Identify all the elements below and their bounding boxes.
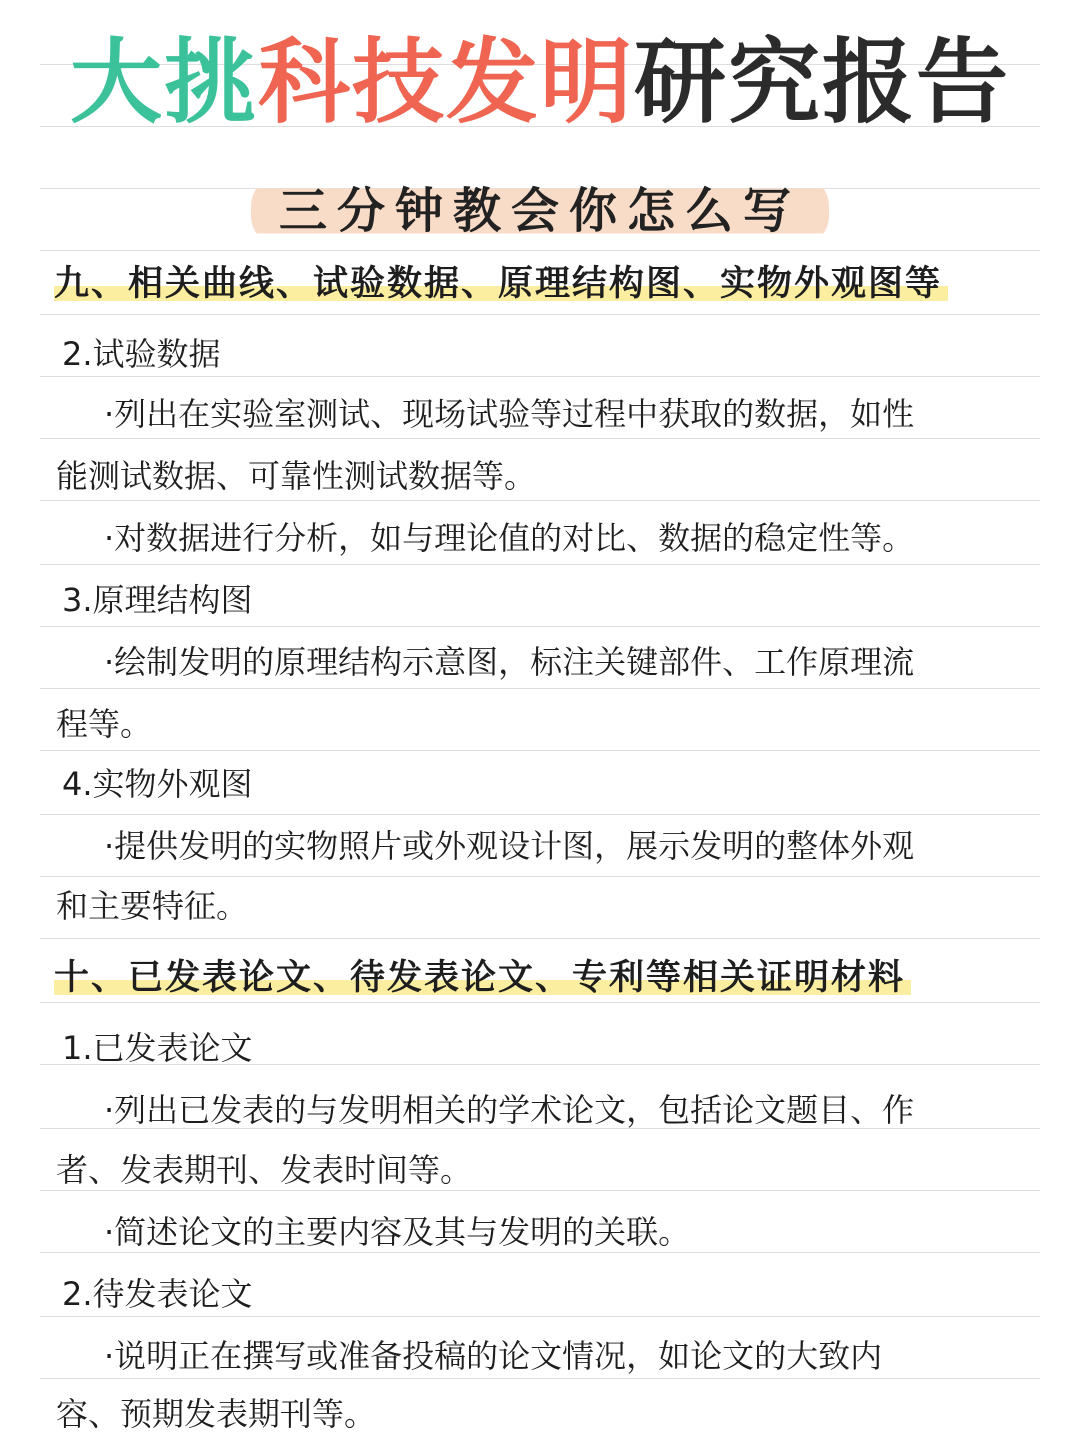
ruled-line	[40, 938, 1040, 939]
ruled-line	[40, 314, 1040, 315]
bullet-continuation: 者、发表期刊、发表时间等。	[56, 1151, 473, 1189]
subsection-title: 2.试验数据	[62, 335, 221, 373]
subtitle	[0, 176, 1080, 246]
ruled-line	[40, 250, 1040, 251]
bullet-continuation: 容、预期发表期刊等。	[56, 1395, 377, 1433]
section-heading-9	[54, 264, 1032, 304]
bullet-continuation: 能测试数据、可靠性测试数据等。	[56, 457, 537, 495]
subsection-title: 3.原理结构图	[62, 581, 253, 619]
subsection-title: 4.实物外观图	[62, 765, 253, 803]
subsection-title: 2.待发表论文	[62, 1275, 253, 1313]
bullet-line: ·简述论文的主要内容及其与发明的关联。	[104, 1213, 691, 1251]
ruled-line	[40, 438, 1040, 439]
subtitle-text: 三分钟教会你怎么写	[251, 176, 829, 246]
ruled-line	[40, 376, 1040, 377]
ruled-line	[40, 814, 1040, 815]
ruled-line	[40, 1002, 1040, 1003]
ruled-line	[40, 750, 1040, 751]
bullet-continuation: 和主要特征。	[56, 887, 249, 925]
bullet-line: ·绘制发明的原理结构示意图，标注关键部件、工作原理流	[104, 643, 915, 681]
ruled-line	[40, 688, 1040, 689]
bullet-line: ·提供发明的实物照片或外观设计图，展示发明的整体外观	[104, 827, 915, 865]
bullet-continuation: 程等。	[56, 705, 153, 743]
ruled-line	[40, 1252, 1040, 1253]
ruled-line	[40, 564, 1040, 565]
bullet-line: ·说明正在撰写或准备投稿的论文情况，如论文的大致内	[104, 1337, 883, 1375]
ruled-line	[40, 1316, 1040, 1317]
title-part-green: 大挑	[69, 29, 258, 136]
bullet-line: ·列出在实验室测试、现场试验等过程中获取的数据，如性	[104, 395, 915, 433]
section-heading-text: 九、相关曲线、试验数据、原理结构图、实物外观图等	[54, 264, 948, 304]
ruled-line	[40, 1378, 1040, 1379]
ruled-line	[40, 626, 1040, 627]
title-part-dark: 研究报告	[634, 29, 1011, 136]
title-part-red: 科技发明	[257, 29, 634, 136]
ruled-line	[40, 1190, 1040, 1191]
subsection-title: 1.已发表论文	[62, 1029, 253, 1067]
ruled-line	[40, 876, 1040, 877]
ruled-line	[40, 500, 1040, 501]
section-heading-text: 十、已发表论文、待发表论文、专利等相关证明材料	[54, 958, 911, 998]
bullet-line: ·列出已发表的与发明相关的学术论文，包括论文题目、作	[104, 1091, 915, 1129]
bullet-line: ·对数据进行分析，如与理论值的对比、数据的稳定性等。	[104, 519, 915, 557]
section-heading-10	[54, 958, 1032, 998]
page-title	[0, 28, 1080, 138]
